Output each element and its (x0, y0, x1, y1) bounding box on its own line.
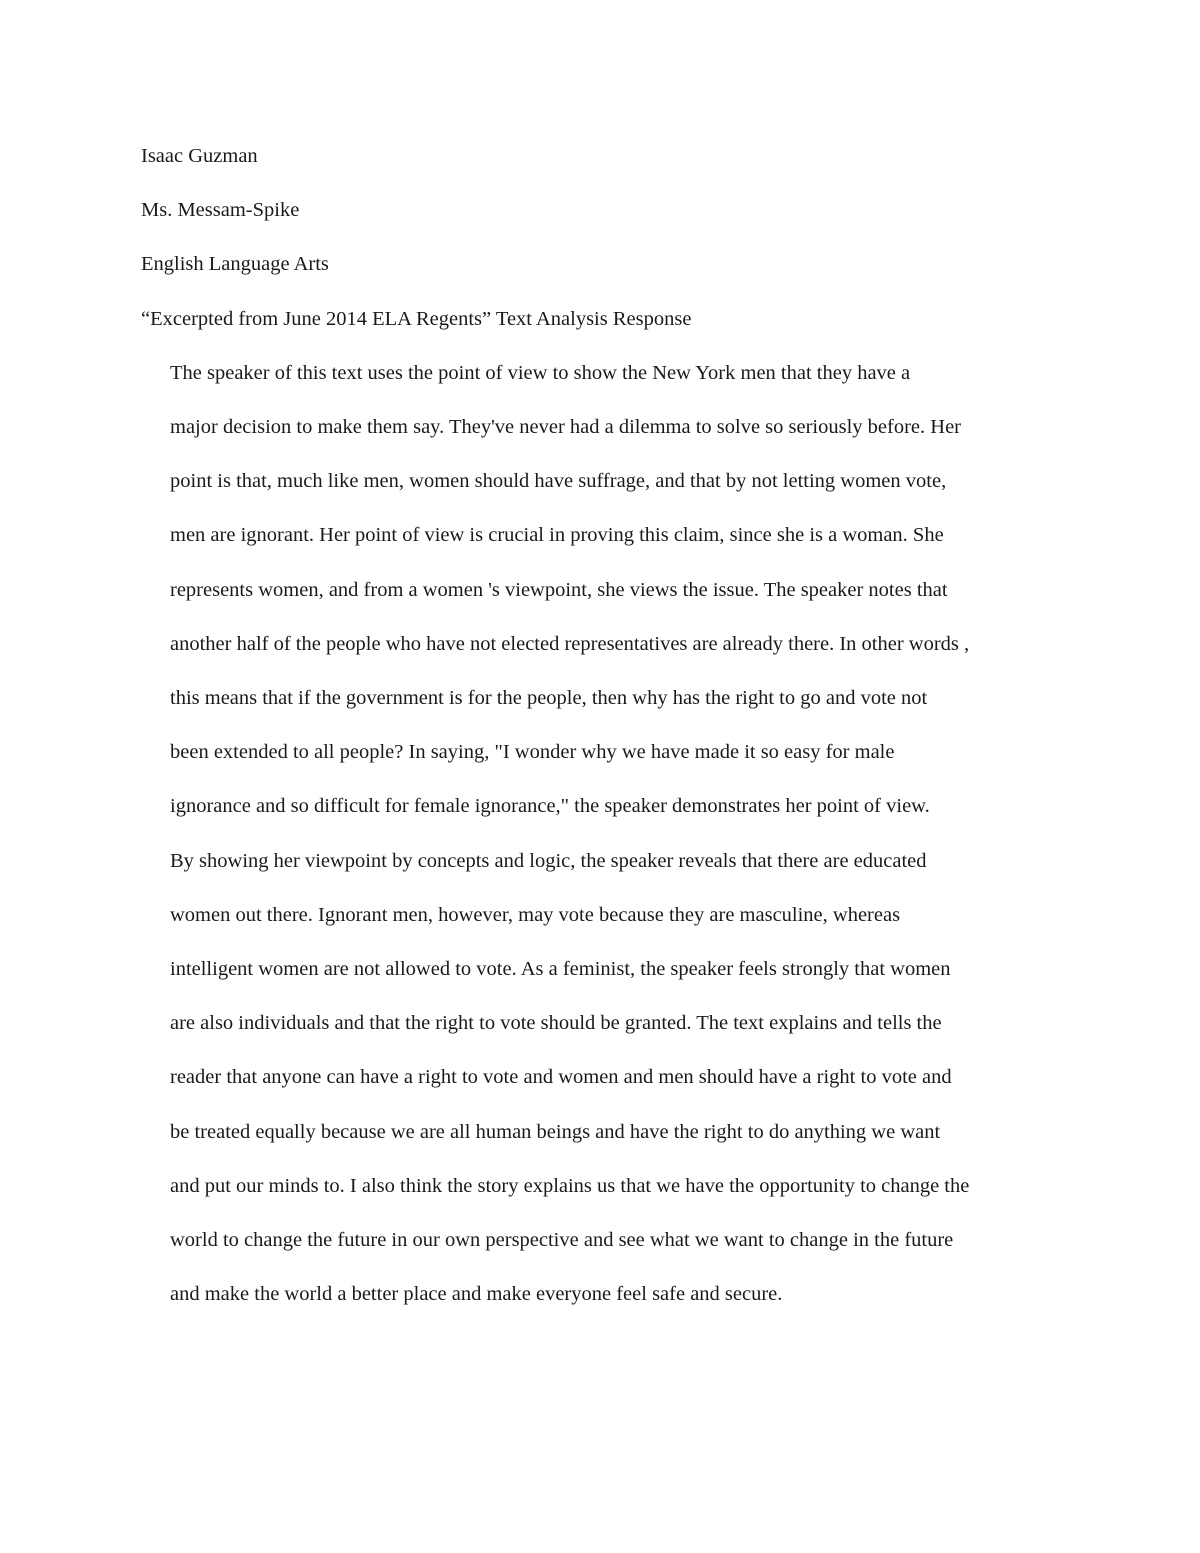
document-title: “Excerpted from June 2014 ELA Regents” Text Analysis Response (141, 307, 692, 330)
paragraph-line: this means that if the government is for the people, then why has the right to go and vote not (170, 687, 928, 710)
paragraph-line: women out there. Ignorant men, however, may vote because they are masculine, whereas (170, 903, 901, 926)
paragraph-line: and put our minds to. I also think the story explains us that we have the opportunity to change the (170, 1174, 970, 1197)
body-paragraph-2 (141, 834, 1066, 1322)
paragraph-line: point is that, much like men, women should have suffrage, and that by not letting women vote, (170, 470, 947, 493)
paragraph-line: another half of the people who have not elected representatives are already there. In other words , (170, 632, 970, 655)
paragraph-line: be treated equally because we are all human beings and have the right to do anything we want (170, 1120, 941, 1143)
course-name: English Language Arts (141, 253, 329, 276)
paragraph-line: world to change the future in our own perspective and see what we want to change in the future (170, 1229, 954, 1252)
paragraph-line: intelligent women are not allowed to vote. As a feminist, the speaker feels strongly that women (170, 958, 951, 981)
paragraph-line: reader that anyone can have a right to vote and women and men should have a right to vote and (170, 1066, 952, 1089)
teacher-name: Ms. Messam-Spike (141, 199, 300, 222)
paragraph-line: and make the world a better place and make everyone feel safe and secure. (170, 1283, 783, 1306)
paragraph-line: represents women, and from a women 's viewpoint, she views the issue. The speaker notes that (170, 578, 948, 601)
paragraph-line: are also individuals and that the right to vote should be granted. The text explains and tells the (170, 1012, 942, 1035)
paragraph-line: men are ignorant. Her point of view is crucial in proving this claim, since she is a woman. She (170, 524, 944, 547)
document-content (141, 129, 1066, 1321)
paragraph-line: been extended to all people? In saying, "I wonder why we have made it so easy for male (170, 741, 895, 764)
body-paragraph-1 (141, 346, 1066, 834)
paragraph-line: major decision to make them say. They've never had a dilemma to solve so seriously before. Her (170, 416, 962, 439)
paragraph-line: ignorance and so difficult for female ignorance," the speaker demonstrates her point of view. (170, 795, 930, 818)
student-name: Isaac Guzman (141, 145, 258, 167)
paragraph-line: By showing her viewpoint by concepts and logic, the speaker reveals that there are educated (170, 849, 927, 872)
paragraph-line: The speaker of this text uses the point of view to show the New York men that they have a (170, 361, 911, 384)
